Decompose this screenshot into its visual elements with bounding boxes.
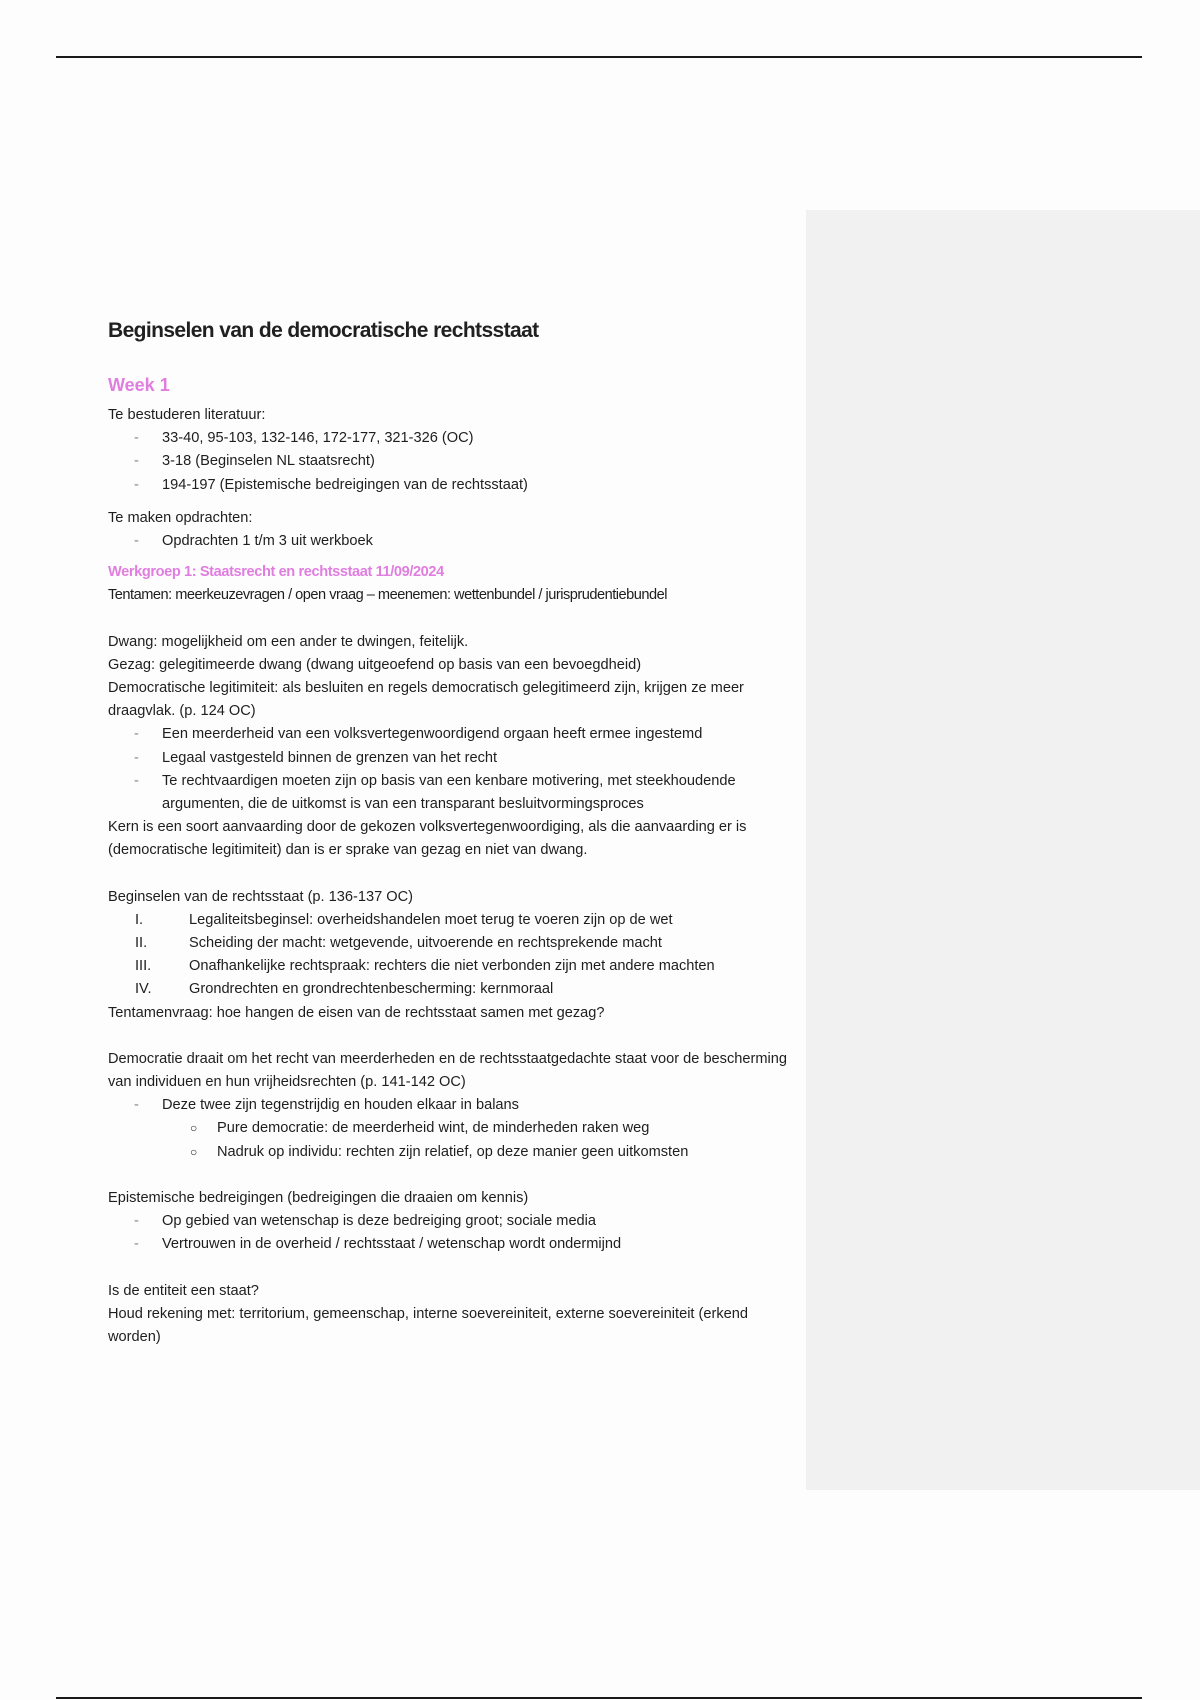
list-item-text: Te rechtvaardigen moeten zijn op basis van een kenbare motivering, met steekhoudende argumenten, die de uitkomst is van een transparant besluitvormingsproces [162, 772, 736, 813]
list-item-text: 33-40, 95-103, 132-146, 172-177, 321-326 (OC) [162, 430, 474, 447]
workgroup-heading: Werkgroep 1: Staatsrecht en rechtsstaat 11/09/2024 [108, 564, 444, 581]
literature-label: Te bestuderen literatuur: [108, 407, 266, 423]
roman-numeral: II. [135, 935, 148, 952]
list-item [108, 1094, 798, 1117]
circle-bullet-icon: ○ [190, 1121, 198, 1136]
document-title: Beginselen van de democratische rechtsstaat [108, 319, 539, 342]
dash-bullet-icon: - [134, 772, 139, 789]
list-item [108, 1233, 798, 1256]
list-item-text: Legaliteitsbeginsel: overheidshandelen moet terug te voeren zijn op de wet [189, 911, 673, 928]
list-item-text: Grondrechten en grondrechtenbescherming: kernmoraal [189, 981, 554, 998]
state-criteria: Houd rekening met: territorium, gemeenschap, interne soevereiniteit, externe soevereiniteit (erkend worden) [108, 1305, 749, 1345]
list-item-text: Scheiding der macht: wetgevende, uitvoerende en rechtsprekende macht [189, 935, 662, 952]
list-item [108, 955, 798, 978]
democracy-paragraph: Democratie draait om het recht van meerderheden en de rechtsstaatgedachte staat voor de bescherming van individuen en hun vrijheidsrechten (p. 141-142 OC) [108, 1050, 787, 1091]
list-item-text: 3-18 (Beginselen NL staatsrecht) [162, 453, 375, 470]
legitimacy-list [108, 723, 798, 816]
list-item-text: Deze twee zijn tegenstrijdig en houden elkaar in balans [162, 1097, 519, 1114]
list-item [108, 978, 798, 1001]
assignments-list [108, 530, 798, 553]
list-item [108, 1117, 798, 1140]
epistemic-label: Epistemische bedreigingen (bedreigingen die draaien om kennis) [108, 1189, 529, 1206]
dash-bullet-icon: - [134, 726, 139, 743]
democracy-list [108, 1094, 798, 1117]
document-body [108, 316, 798, 1349]
democracy-sublist [108, 1117, 798, 1163]
list-item [108, 450, 798, 473]
circle-bullet-icon: ○ [190, 1144, 198, 1159]
definition-legitimiteit: Democratische legitimiteit: als besluiten en regels democratisch gelegitimeerd zijn, krijgen ze meer draagvlak. (p. 124 OC) [108, 680, 744, 720]
list-item-text: Opdrachten 1 t/m 3 uit werkboek [162, 533, 373, 550]
list-item [108, 932, 798, 955]
header-rule [56, 56, 1142, 58]
dash-bullet-icon: - [134, 1236, 139, 1253]
list-item [108, 909, 798, 932]
dash-bullet-icon: - [134, 430, 139, 447]
definition-gezag: Gezag: gelegitimeerde dwang (dwang uitgeoefend op basis van een bevoegdheid) [108, 656, 642, 673]
list-item-text: Legaal vastgesteld binnen de grenzen van het recht [162, 749, 498, 766]
list-item [108, 1141, 798, 1164]
list-item [108, 1210, 798, 1233]
exam-format: Tentamen: meerkeuzevragen / open vraag – meenemen: wettenbundel / jurisprudentiebundel [108, 587, 667, 604]
list-item-text: Pure democratie: de meerderheid wint, de minderheden raken weg [217, 1120, 650, 1137]
roman-numeral: I. [135, 911, 144, 928]
dash-bullet-icon: - [134, 476, 139, 493]
list-item [108, 747, 798, 770]
roman-numeral: IV. [135, 981, 152, 998]
roman-numeral: III. [135, 958, 152, 975]
list-item [108, 723, 798, 746]
literature-list [108, 427, 798, 497]
state-question: Is de entiteit een staat? [108, 1282, 259, 1299]
list-item-text: Op gebied van wetenschap is deze bedreiging groot; sociale media [162, 1213, 597, 1230]
epistemic-list [108, 1210, 798, 1256]
definition-dwang: Dwang: mogelijkheid om een ander te dwingen, feitelijk. [108, 633, 469, 650]
dash-bullet-icon: - [134, 1213, 139, 1230]
dash-bullet-icon: - [134, 1097, 139, 1114]
list-item [108, 770, 798, 816]
principles-list [108, 909, 798, 1002]
list-item-text: Nadruk op individu: rechten zijn relatief, op deze manier geen uitkomsten [217, 1143, 689, 1160]
principles-label: Beginselen van de rechtsstaat (p. 136-137 OC) [108, 888, 414, 905]
assignments-label: Te maken opdrachten: [108, 509, 253, 526]
dash-bullet-icon: - [134, 749, 139, 766]
list-item-text: Onafhankelijke rechtspraak: rechters die niet verbonden zijn met andere machten [189, 958, 715, 975]
kern-paragraph: Kern is een soort aanvaarding door de gekozen volksvertegenwoordiging, als die aanvaarding er is (democratische legitimiteit) dan is er sprake van gezag en niet van dwang. [108, 819, 747, 859]
list-item-text: 194-197 (Epistemische bedreigingen van de rechtsstaat) [162, 476, 528, 493]
list-item [108, 530, 798, 553]
list-item-text: Een meerderheid van een volksvertegenwoordigend orgaan heeft ermee ingestemd [162, 726, 703, 743]
list-item [108, 474, 798, 497]
list-item-text: Vertrouwen in de overheid / rechtsstaat / wetenschap wordt ondermijnd [162, 1236, 622, 1253]
list-item [108, 427, 798, 450]
footer-rule [56, 1697, 1142, 1699]
week-heading: Week 1 [108, 375, 170, 395]
dash-bullet-icon: - [134, 453, 139, 470]
dash-bullet-icon: - [134, 533, 139, 550]
comment-margin-panel [806, 210, 1200, 1490]
exam-question: Tentamenvraag: hoe hangen de eisen van de rechtsstaat samen met gezag? [108, 1004, 605, 1021]
